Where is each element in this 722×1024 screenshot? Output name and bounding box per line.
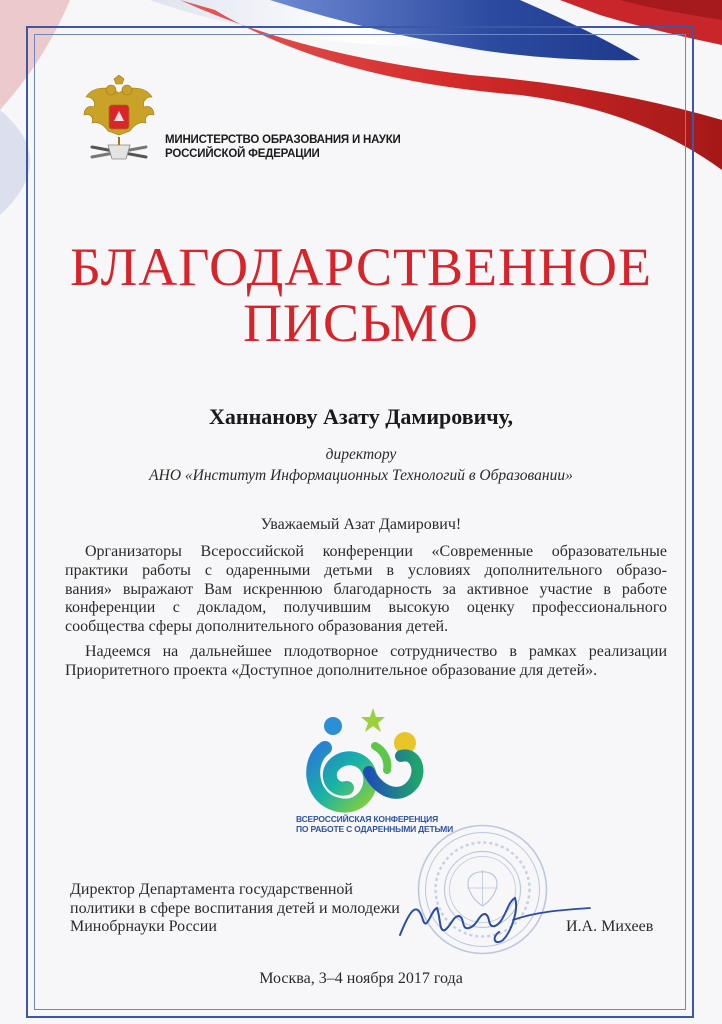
paragraph-1-line: практики работы с одаренными детьми в условиях дополнительного образо-: [65, 561, 667, 579]
coat-of-arms-emblem: [78, 75, 160, 167]
place-and-date: Москва, 3–4 ноября 2017 года: [259, 970, 463, 987]
paragraph-1-line: вания» выражают Вам искреннюю благодарность за активное участие в работе: [65, 580, 667, 598]
recipient-position: директору: [325, 446, 397, 463]
ministry-name: [165, 133, 405, 161]
title-line-1: БЛАГОДАРСТВЕННОЕ: [70, 237, 652, 297]
ministry-line-2: РОССИЙСКОЙ ФЕДЕРАЦИИ: [165, 148, 320, 160]
signer-title: [70, 881, 440, 937]
letter-paragraph-1: [65, 543, 667, 637]
recipient-organization: АНО «Институт Информационных Технологий в Образовании»: [149, 467, 573, 484]
conference-caption-line-1: ВСЕРОССИЙСКАЯ КОНФЕРЕНЦИЯ: [296, 814, 438, 824]
conference-caption-line-2: ПО РАБОТЕ С ОДАРЕННЫМИ ДЕТЬМИ: [296, 824, 453, 834]
letter-paragraph-2: [65, 643, 667, 681]
greeting: Уважаемый Азат Дамирович!: [260, 516, 462, 533]
signer-name: И.А. Михеев: [566, 918, 654, 935]
signer-title-line-2: политики в сфере воспитания детей и молодежи: [70, 899, 400, 917]
paragraph-1-line: сообщества сферы дополнительного образования детей.: [65, 618, 449, 636]
paragraph-2-line: Приоритетного проекта «Доступное дополнительное образование для детей».: [65, 661, 598, 679]
ministry-line-1: МИНИСТЕРСТВО ОБРАЗОВАНИЯ И НАУКИ: [165, 134, 401, 146]
signer-title-line-3: Минобрнауки России: [70, 918, 217, 935]
recipient-name: Ханнанову Азату Дамировичу,: [209, 404, 513, 429]
conference-logo: [305, 708, 430, 823]
signer-title-line-1: Директор Департамента государственной: [70, 881, 353, 898]
paragraph-1-line: Организаторы Всероссийской конференции «Современные образовательные: [85, 543, 667, 560]
title-line-2: ПИСЬМО: [243, 293, 479, 353]
paragraph-1-line: конференции с докладом, получившим высокую оценку профессионального: [65, 599, 667, 617]
paragraph-2-line: Надеемся на дальнейшее плодотворное сотрудничество в рамках реализации: [85, 643, 667, 660]
